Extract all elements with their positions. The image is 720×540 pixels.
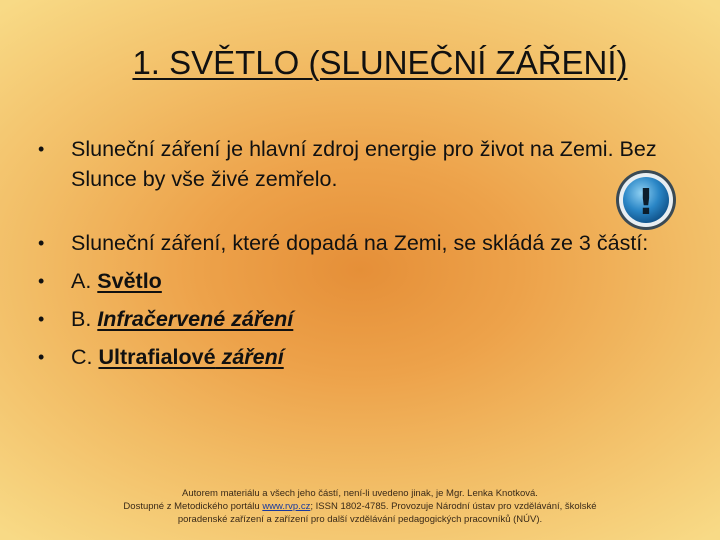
footer-text: Dostupné z Metodického portálu bbox=[123, 501, 263, 512]
link-ultrafialove-part2[interactable]: záření bbox=[215, 345, 284, 369]
bullet-prefix: A. bbox=[71, 269, 98, 293]
bullet-prefix: B. bbox=[71, 307, 98, 331]
bullet-item bbox=[36, 342, 696, 372]
footer-credits bbox=[60, 487, 660, 526]
bullet-item bbox=[36, 134, 696, 194]
alert-symbol: ! bbox=[637, 182, 655, 223]
bullet-mark: • bbox=[38, 271, 45, 291]
bullet-item bbox=[36, 266, 696, 296]
link-infracervene-zareni[interactable]: Infračervené záření bbox=[97, 307, 294, 331]
bullet-mark: • bbox=[38, 309, 45, 329]
bullet-mark: • bbox=[38, 347, 45, 367]
link-ultrafialove-part1[interactable]: Ultrafialové bbox=[98, 345, 216, 369]
rvp-link[interactable]: www.rvp.cz bbox=[262, 501, 311, 512]
link-ultrafialove-zareni[interactable] bbox=[98, 345, 283, 369]
bullet-mark: • bbox=[38, 139, 45, 159]
exclamation-circle-icon bbox=[614, 168, 678, 232]
bullet-item bbox=[36, 304, 696, 334]
bullet-prefix: C. bbox=[71, 345, 99, 369]
footer-line bbox=[60, 500, 660, 513]
bullet-item bbox=[36, 228, 696, 258]
link-svetlo[interactable]: Světlo bbox=[97, 269, 162, 293]
footer-line: poradenské zařízení a zařízení pro další vzdělávání pedagogických pracovníků (NÚV). bbox=[177, 514, 543, 525]
slide-title: 1. SVĚTLO (SLUNEČNÍ ZÁŘENÍ) bbox=[132, 44, 628, 81]
footer-text: ; ISSN 1802-4785. Provozuje Národní ústav pro vzdělávání, školské bbox=[310, 501, 597, 512]
bullet-mark: • bbox=[38, 233, 45, 253]
bullet-text: Sluneční záření je hlavní zdroj energie pro život na Zemi. Bez Slunce by vše živé zemřelo. bbox=[71, 137, 657, 191]
footer-line: Autorem materiálu a všech jeho částí, není-li uvedeno jinak, je Mgr. Lenka Knotková. bbox=[182, 488, 538, 499]
bullet-list bbox=[36, 134, 696, 372]
bullet-text: Sluneční záření, které dopadá na Zemi, se skládá ze 3 částí: bbox=[71, 231, 649, 255]
